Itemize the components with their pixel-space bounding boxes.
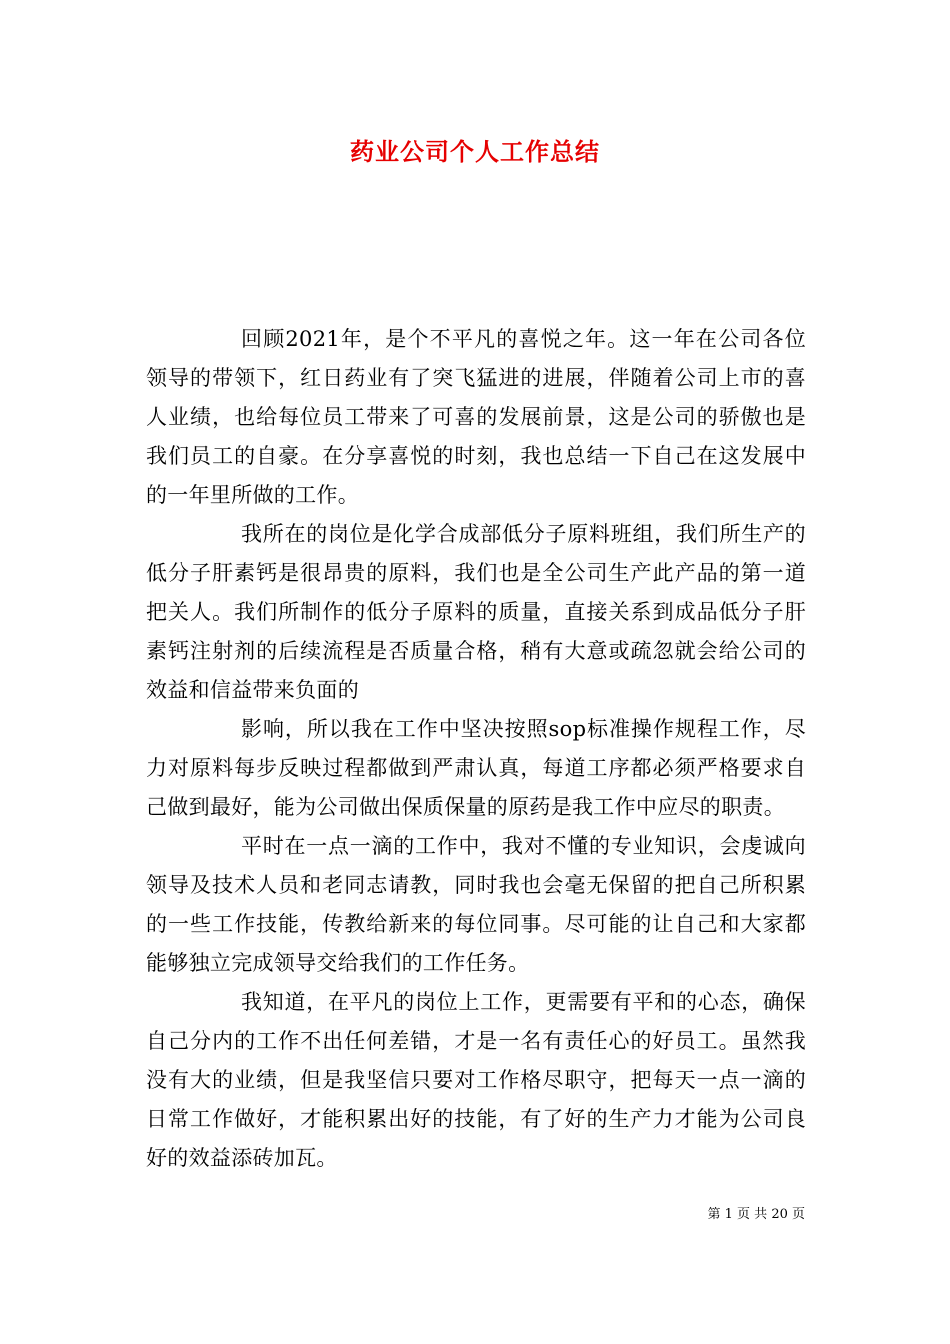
- paragraph-4: 平时在一点一滴的工作中，我对不懂的专业知识，会虔诚向领导及技术人员和老同志请教，同时我也会毫无保留的把自己所积累的一些工作技能，传教给新来的每位同事。尽可能的让自己和大家都能够独立完成领导交给我们的工作任务。: [146, 834, 806, 975]
- page-number: 第 1 页 共 20 页: [707, 1207, 805, 1222]
- paragraph-1: 回顾2021年，是个不平凡的喜悦之年。这一年在公司各位领导的带领下，红日药业有了突飞猛进的进展，伴随着公司上市的喜人业绩，也给每位员工带来了可喜的发展前景，这是公司的骄傲也是我们员工的自豪。在分享喜悦的时刻，我也总结一下自己在这发展中的一年里所做的工作。: [146, 327, 806, 507]
- paragraph-3: 影响，所以我在工作中坚决按照sop标准操作规程工作，尽力对原料每步反映过程都做到严肃认真，每道工序都必须严格要求自己做到最好，能为公司做出保质保量的原药是我工作中应尽的职责。: [146, 717, 806, 819]
- paragraph-5: 我知道，在平凡的岗位上工作，更需要有平和的心态，确保自己分内的工作不出任何差错，才是一名有责任心的好员工。虽然我没有大的业绩，但是我坚信只要对工作格尽职守，把每天一点一滴的日常工作做好，才能积累出好的技能，有了好的生产力才能为公司良好的效益添砖加瓦。: [146, 990, 806, 1170]
- document-title: 药业公司个人工作总结: [350, 138, 600, 166]
- paragraph-2: 我所在的岗位是化学合成部低分子原料班组，我们所生产的低分子肝素钙是很昂贵的原料，我们也是全公司生产此产品的第一道把关人。我们所制作的低分子原料的质量，直接关系到成品低分子肝素钙注射剂的后续流程是否质量合格，稍有大意或疏忽就会给公司的效益和信益带来负面的: [146, 522, 806, 702]
- document-body: [146, 320, 806, 1178]
